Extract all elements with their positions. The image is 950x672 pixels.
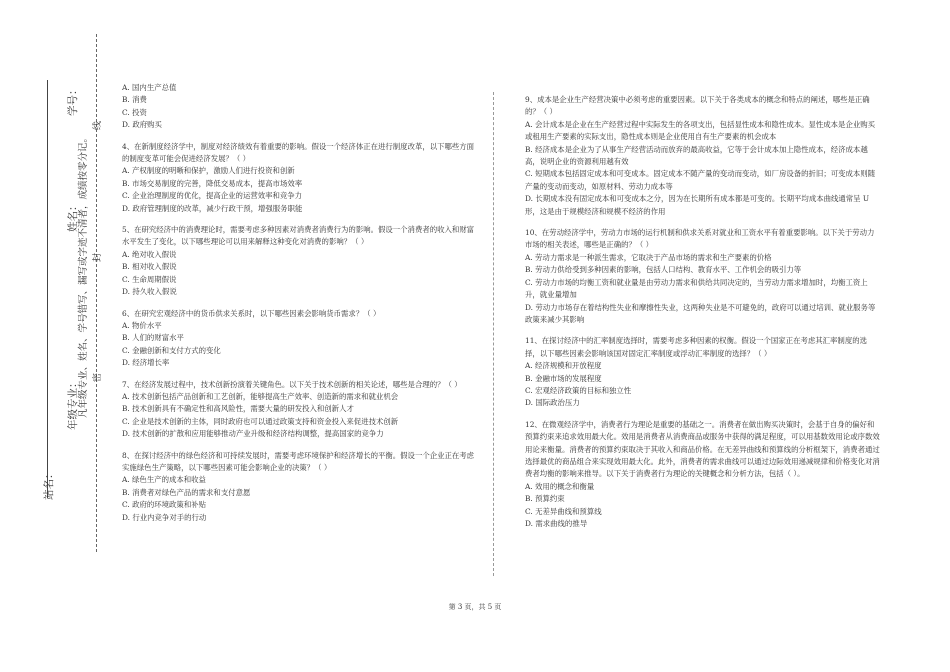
question-stem: 12、在微观经济学中，消费者行为理论是重要的基础之一。消费者在做出购买决策时，会基于自身的偏好和预算约束来追求效用最大化。效用是消费者从消费商品或服务中获得的满足程度，可以用基数效用论或序数效用论来衡量。消费者的预算约束取决于其收入和商品价格。在无差异曲线和预算线的分析框架下，消费者通过选择最优的商品组合来实现效用最大化。此外，消费者的需求曲线可以通过边际效用递减规律和价格变化对消费者均衡的影响来推导。以下关于消费者行为理论的关键概念和分析方法，包括（ ）。: [525, 419, 880, 479]
grade-major-label: 年级专业：: [67, 377, 79, 430]
seal-mi: 密: [93, 372, 103, 382]
question-7: [122, 379, 477, 441]
question-stem: 6、在研究宏观经济中的货币供求关系时，以下哪些因素会影响货币需求？（ ）: [122, 308, 381, 318]
option: B. 劳动力供给受到多种因素的影响，包括人口结构、教育水平、工作机会的吸引力等: [525, 265, 802, 275]
option: C. 无差异曲线和预算线: [525, 506, 602, 516]
question-stem: 5、在研究经济中的消费理论时，需要考虑多种因素对消费者消费行为的影响。假设一个消费者的收入和财富水平发生了变化，以下哪些理论可以用来解释这种变化对消费的影响？（ ）: [122, 225, 475, 247]
question-stem: 8、在探讨经济中的绿色经济和可持续发展时，需要考虑环境保护和经济增长的平衡。假设一个企业正在考虑实施绿色生产策略，以下哪些因素可能会影响企业的决策？（ ）: [122, 450, 475, 472]
option: C. 劳动力市场的均衡工资和就业量是由劳动力需求和供给共同决定的，当劳动力需求增加时，均衡工资上升，就业量增加: [525, 277, 868, 300]
binding-instructions: 凡年级专业、姓名、学号错写、漏写或字迹不清者，成绩按零分记。: [78, 132, 89, 418]
question-stem: 7、在经济发展过程中，技术创新扮演着关键角色。以下关于技术创新的相关论述，哪些是合理的？（ ）: [122, 379, 462, 389]
question-11: [525, 335, 880, 409]
question-8: [122, 450, 477, 524]
option: B. 金融市场的发展程度: [525, 373, 602, 383]
option: A. 产权制度的明晰和保护，激励人们进行投资和创新: [122, 166, 295, 176]
option: D. 技术创新的扩散和应用能够推动产业升级和经济结构调整，提高国家的竞争力: [122, 429, 384, 439]
option: B. 市场交易制度的完善，降低交易成本，提高市场效率: [122, 178, 303, 188]
option: C. 企业治理制度的优化，提高企业的运营效率和竞争力: [122, 191, 303, 201]
option: B. 人们的财富水平: [122, 333, 184, 343]
page-footer: 第 3 页，共 5 页: [448, 603, 502, 611]
question-10: [525, 227, 880, 326]
option: D. 长期成本没有固定成本和可变成本之分，因为在长期所有成本都是可变的。长期平均成本曲线通常呈 U 形，这是由于规模经济和规模不经济的作用: [525, 194, 870, 216]
option: A. 经济规模和开放程度: [525, 361, 602, 371]
option: D. 政府购买: [122, 120, 162, 130]
option: B. 技术创新具有不确定性和高风险性，需要大量的研发投入和创新人才: [122, 404, 354, 414]
option: C. 政府的环境政策和补贴: [122, 500, 206, 510]
option: D. 经济增长率: [122, 358, 170, 368]
name-label: 姓名：: [67, 200, 79, 232]
student-id-label: 学号：: [67, 84, 79, 116]
option: D. 国际政治压力: [525, 398, 580, 408]
seal-xian: 线: [93, 120, 103, 130]
option: C. 金融创新和支付方式的变化: [122, 345, 221, 355]
option: D. 政府管理制度的改革，减少行政干预，增强服务职能: [122, 203, 303, 213]
question-6: [122, 308, 477, 370]
option: B. 消费者对绿色产品的需求和支付意愿: [122, 487, 251, 497]
question-stem: 11、在探讨经济中的汇率制度选择时，需要考虑多种因素的权衡。假设一个国家正在考虑其汇率制度的选择，以下哪些因素会影响该国对固定汇率制度或浮动汇率制度的选择？（ ）: [525, 336, 867, 358]
column-divider: [493, 92, 494, 576]
right-column: [525, 94, 880, 539]
question-stem: 4、在新制度经济学中，制度对经济绩效有着重要的影响。假设一个经济体正在进行制度改革，以下哪些方面的制度变革可能会促进经济发展？（ ）: [122, 141, 475, 164]
option: D. 行业内竞争对手的行动: [122, 512, 207, 522]
question-5: [122, 224, 477, 298]
option: D. 劳动力市场存在着结构性失业和摩擦性失业，这两种失业是不可避免的，政府可以通过培训、就业服务等政策来减少其影响: [525, 302, 876, 324]
option: C. 短期成本包括固定成本和可变成本。固定成本不随产量的变动而变动，如厂房设备的折旧；可变成本则随产量的变动而变动，如原材料、劳动力成本等: [525, 169, 876, 191]
option: B. 预算约束: [525, 494, 565, 504]
option: A. 会计成本是企业在生产经营过程中实际发生的各项支出，包括显性成本和隐性成本。显性成本是企业购买或租用生产要素的实际支出，隐性成本则是企业使用自有生产要素的机会成本: [525, 119, 876, 142]
question-stem: 9、成本是企业生产经营决策中必须考虑的重要因素。以下关于各类成本的概念和特点的阐述，哪些是正确的？（ ）: [525, 95, 870, 117]
option: A. 劳动力需求是一种派生需求，它取决于产品市场的需求和生产要素的价格: [525, 252, 772, 262]
option: A. 国内生产总值: [122, 83, 177, 92]
option: D. 需求曲线的推导: [525, 519, 588, 528]
question-3-tail: [122, 82, 477, 132]
binding-strip: [0, 0, 112, 672]
seal-feng: 封: [93, 252, 103, 262]
option: C. 宏观经济政策的目标和独立性: [525, 385, 632, 395]
option: B. 消费: [122, 95, 147, 105]
school-label: 站名：: [43, 468, 55, 500]
question-12: [525, 419, 880, 531]
option: A. 绿色生产的成本和收益: [122, 475, 206, 485]
option: C. 生命周期假说: [122, 274, 177, 284]
option: A. 物价水平: [122, 320, 162, 330]
option: B. 相对收入假说: [122, 262, 177, 272]
option: B. 经济成本是企业为了从事生产经营活动而放弃的最高收益，它等于会计成本加上隐性成本，经济成本越高，说明企业的资源利用越有效: [525, 144, 868, 167]
option: D. 持久收入假说: [122, 287, 177, 297]
question-4: [122, 141, 477, 215]
binding-dashed-line: [96, 34, 97, 552]
option: C. 投资: [122, 107, 147, 117]
option: A. 绝对收入假说: [122, 249, 177, 259]
option: A. 效用的概念和衡量: [525, 481, 595, 491]
option: C. 企业是技术创新的主体，同时政府也可以通过政策支持和资金投入来促进技术创新: [122, 416, 399, 426]
question-9: [525, 94, 880, 218]
question-stem: 10、在劳动经济学中，劳动力市场的运行机制和供求关系对就业和工资水平有着重要影响。以下关于劳动力市场的相关表述，哪些是正确的？（ ）: [525, 228, 875, 250]
binding-solid-line: [47, 80, 48, 498]
left-column: [122, 82, 477, 533]
option: A. 技术创新包括产品创新和工艺创新，能够提高生产效率、创造新的需求和就业机会: [122, 391, 399, 401]
